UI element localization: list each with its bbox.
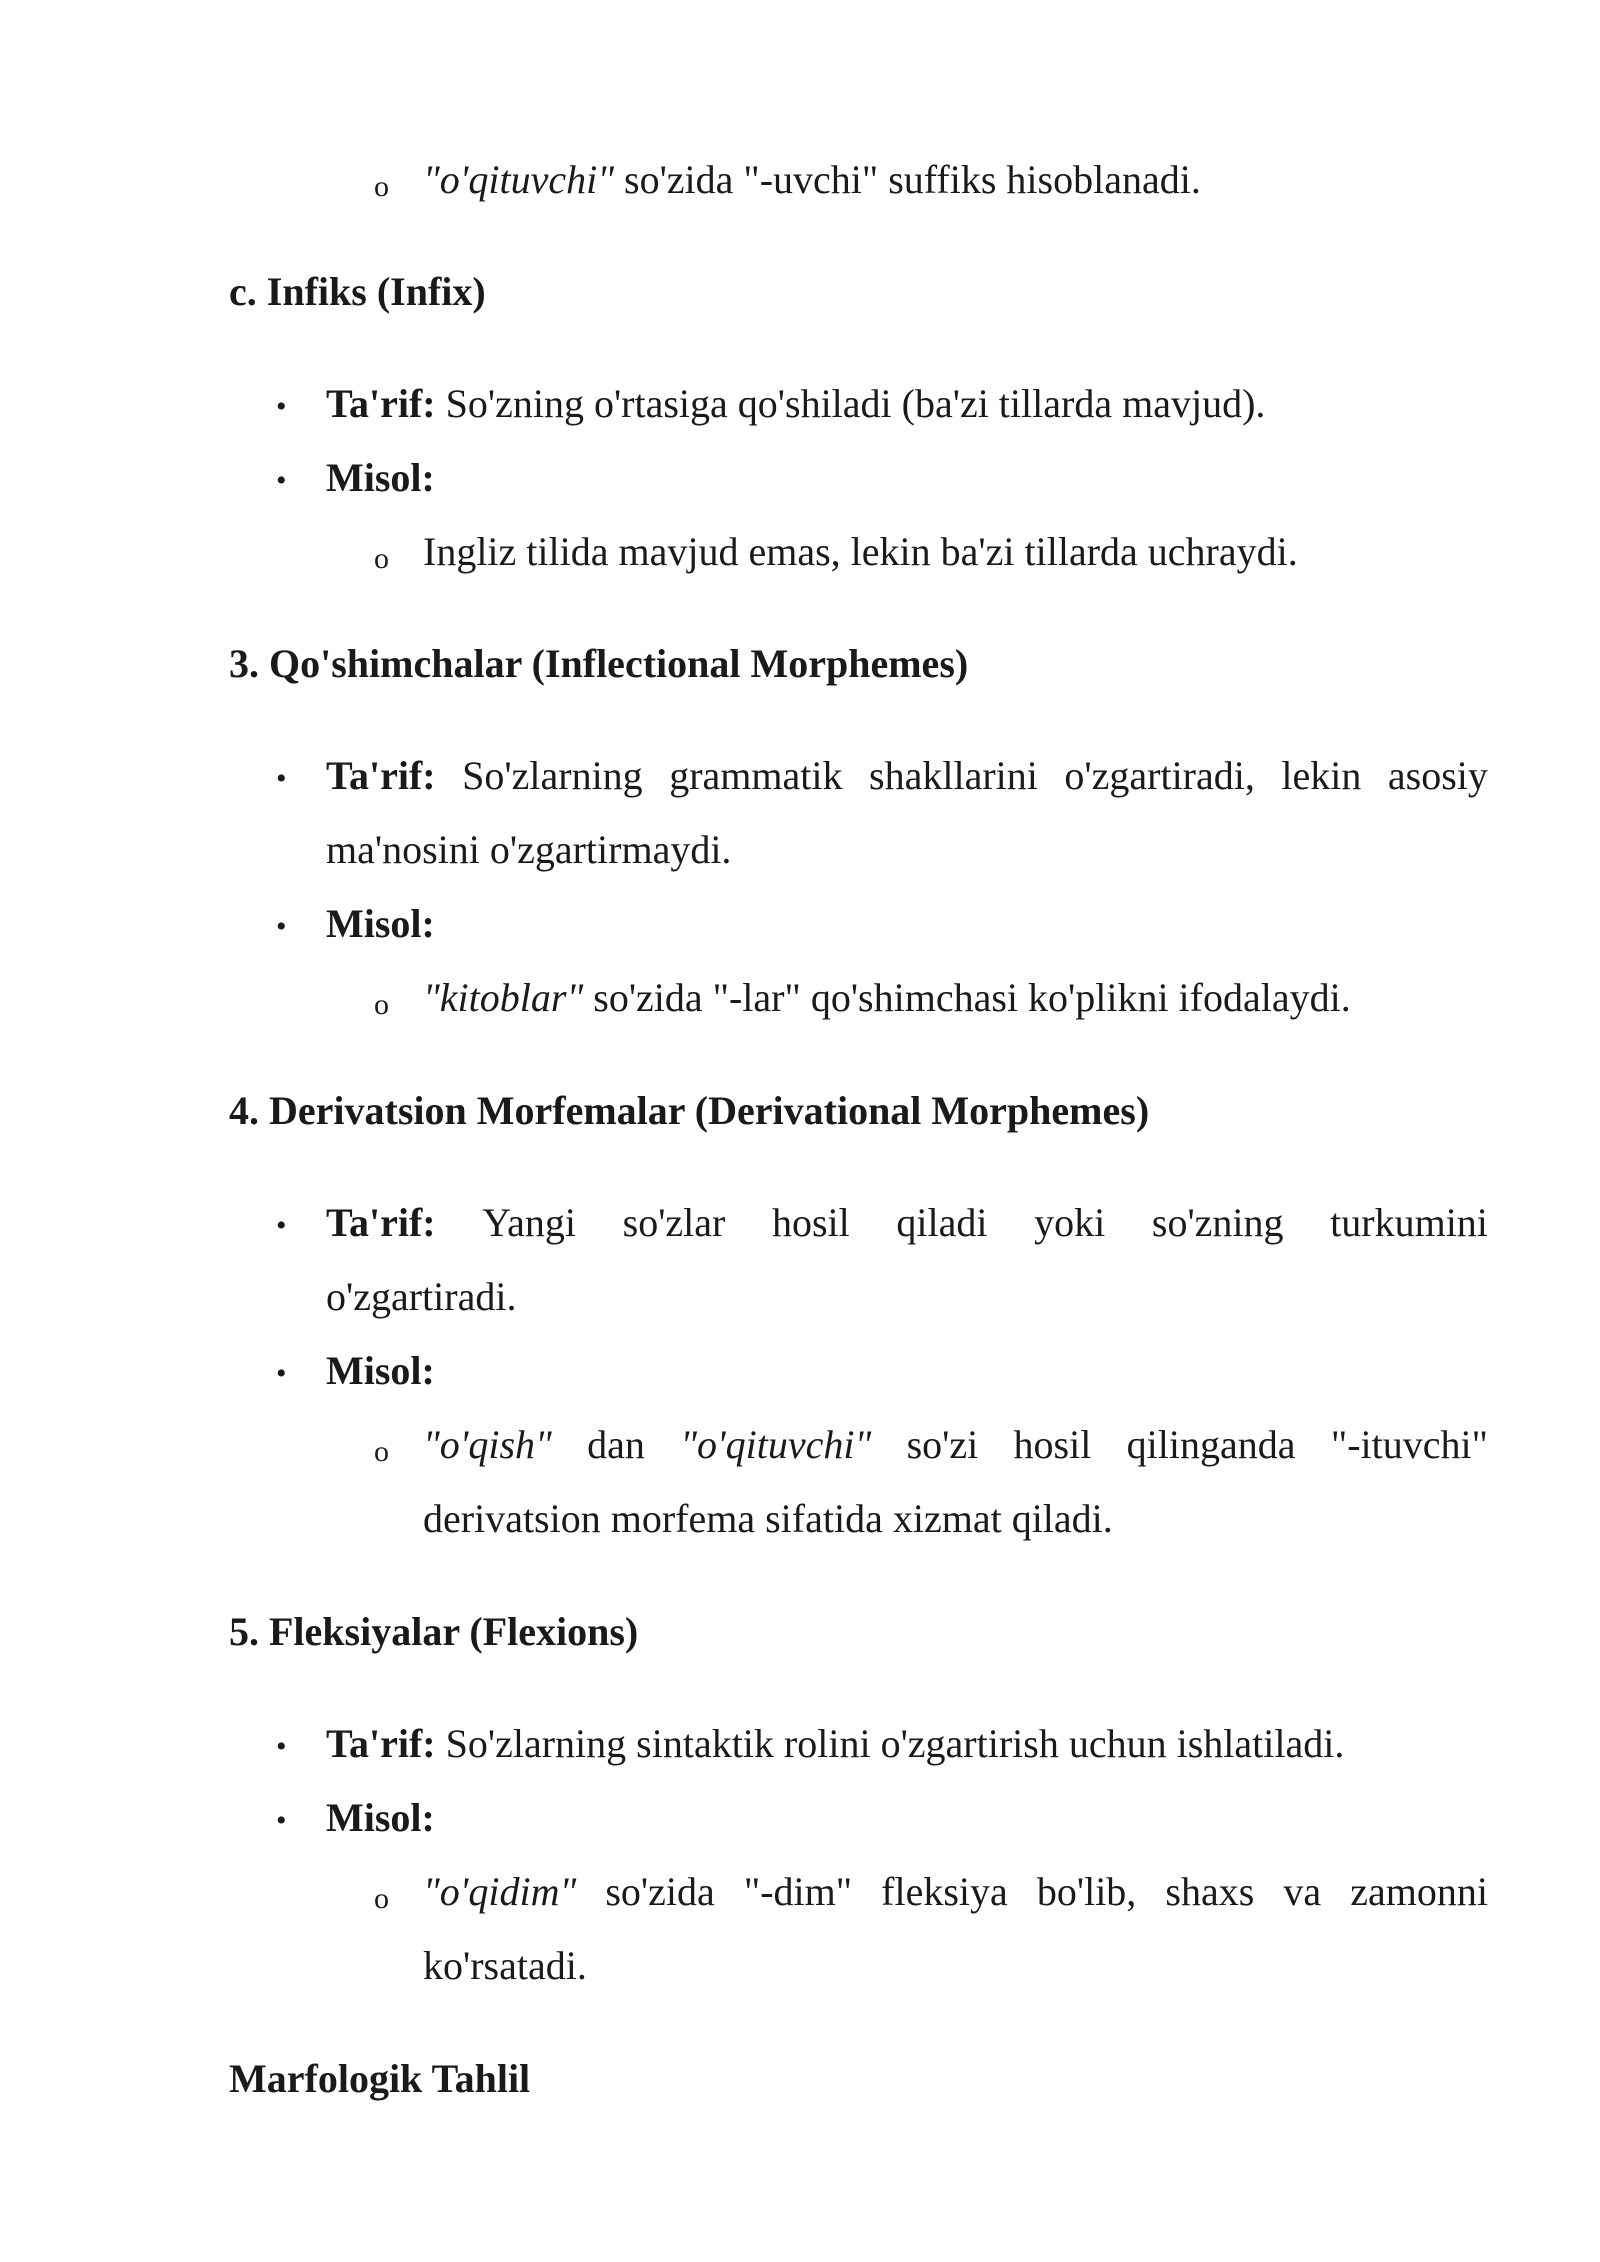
qoshimchalar-definition-line2: ma'nosini o'zgartirmaydi. <box>326 827 732 872</box>
word: bo'lib, <box>1036 1869 1137 1914</box>
bullet-marker: • <box>276 1804 287 1837</box>
word: hosil <box>1013 1422 1092 1467</box>
word: o'zgartiradi, <box>1064 753 1255 798</box>
word: "-dim" <box>743 1869 853 1914</box>
word: qilinganda <box>1126 1422 1296 1467</box>
derivatsion-example-line1 <box>423 1422 1488 1467</box>
word: so'zida <box>605 1869 715 1914</box>
infiks-example-label <box>326 455 435 500</box>
definition-label: Ta'rif: <box>326 1200 436 1245</box>
suffix-example-line <box>423 157 1201 202</box>
sub-bullet-marker: o <box>374 542 389 575</box>
infiks-example-text: Ingliz tilida mavjud emas, lekin ba'zi tillarda uchraydi. <box>423 529 1298 574</box>
example-label: Misol: <box>326 901 435 946</box>
sub-bullet-marker: o <box>374 988 389 1021</box>
word: so'zning <box>1151 1200 1284 1245</box>
word: shaxs <box>1165 1869 1255 1914</box>
word: va <box>1283 1869 1322 1914</box>
example-word: "o'qidim" <box>423 1869 577 1914</box>
bullet-marker: • <box>276 390 287 423</box>
sub-bullet-marker: o <box>374 1882 389 1915</box>
word: qiladi <box>896 1200 988 1245</box>
word: asosiy <box>1387 753 1488 798</box>
word: "-ituvchi" <box>1330 1422 1488 1467</box>
sub-bullet-marker: o <box>374 1435 389 1468</box>
example-label: Misol: <box>326 455 435 500</box>
fleksiyalar-example-line2: ko'rsatadi. <box>423 1943 587 1988</box>
derivatsion-definition-line1 <box>326 1200 1488 1245</box>
qoshimchalar-example-label <box>326 901 435 946</box>
example-word: "kitoblar" <box>423 975 584 1020</box>
word: So'zlarning <box>462 753 643 798</box>
word: so'zi <box>906 1422 979 1467</box>
word: zamonni <box>1350 1869 1488 1914</box>
word: shakllarini <box>869 753 1038 798</box>
word: fleksiya <box>881 1869 1008 1914</box>
word: so'zlar <box>622 1200 726 1245</box>
word: grammatik <box>669 753 843 798</box>
example-text: so'zida "-lar" qo'shimchasi ko'plikni ifodalaydi. <box>583 975 1351 1020</box>
word: Yangi <box>482 1200 577 1245</box>
definition-label: Ta'rif: <box>326 381 436 426</box>
qoshimchalar-definition-line1 <box>326 753 1488 798</box>
section-heading-qoshimchalar: 3. Qo'shimchalar (Inflectional Morphemes) <box>229 641 969 686</box>
bullet-marker: • <box>276 1357 287 1390</box>
word: hosil <box>771 1200 850 1245</box>
word: turkumini <box>1330 1200 1488 1245</box>
definition-label: Ta'rif: <box>326 1721 436 1766</box>
example-word: "o'qituvchi" <box>423 157 614 202</box>
bullet-marker: • <box>276 1730 287 1763</box>
definition-label: Ta'rif: <box>326 753 436 798</box>
fleksiyalar-definition <box>326 1721 1345 1766</box>
derivatsion-example-line2: derivatsion morfema sifatida xizmat qiladi. <box>423 1496 1113 1541</box>
bullet-marker: • <box>276 1209 287 1242</box>
fleksiyalar-example-label <box>326 1795 435 1840</box>
infiks-definition <box>326 381 1266 426</box>
derivatsion-example-label <box>326 1348 435 1393</box>
fleksiyalar-example-line1 <box>423 1869 1488 1914</box>
section-heading-infiks: c. Infiks (Infix) <box>229 269 486 314</box>
section-heading-tahlil: Marfologik Tahlil <box>229 2056 531 2101</box>
derivatsion-definition-line2: o'zgartiradi. <box>326 1274 517 1319</box>
bullet-marker: • <box>276 464 287 497</box>
bullet-marker: • <box>276 762 287 795</box>
example-label: Misol: <box>326 1348 435 1393</box>
definition-text: So'zning o'rtasiga qo'shiladi (ba'zi tillarda mavjud). <box>435 381 1266 426</box>
word: dan <box>587 1422 645 1467</box>
section-heading-fleksiyalar: 5. Fleksiyalar (Flexions) <box>229 1609 639 1654</box>
example-word: "o'qish" <box>423 1422 552 1467</box>
qoshimchalar-example-text <box>423 975 1351 1020</box>
example-word: "o'qituvchi" <box>680 1422 872 1467</box>
definition-text: So'zlarning sintaktik rolini o'zgartirish uchun ishlatiladi. <box>435 1721 1345 1766</box>
bullet-marker: • <box>276 910 287 943</box>
example-label: Misol: <box>326 1795 435 1840</box>
section-heading-derivatsion: 4. Derivatsion Morfemalar (Derivational Morphemes) <box>229 1088 1150 1133</box>
word: lekin <box>1281 753 1362 798</box>
sub-bullet-marker: o <box>374 170 389 203</box>
example-text: so'zida "-uvchi" suffiks hisoblanadi. <box>614 157 1201 202</box>
word: yoki <box>1034 1200 1106 1245</box>
